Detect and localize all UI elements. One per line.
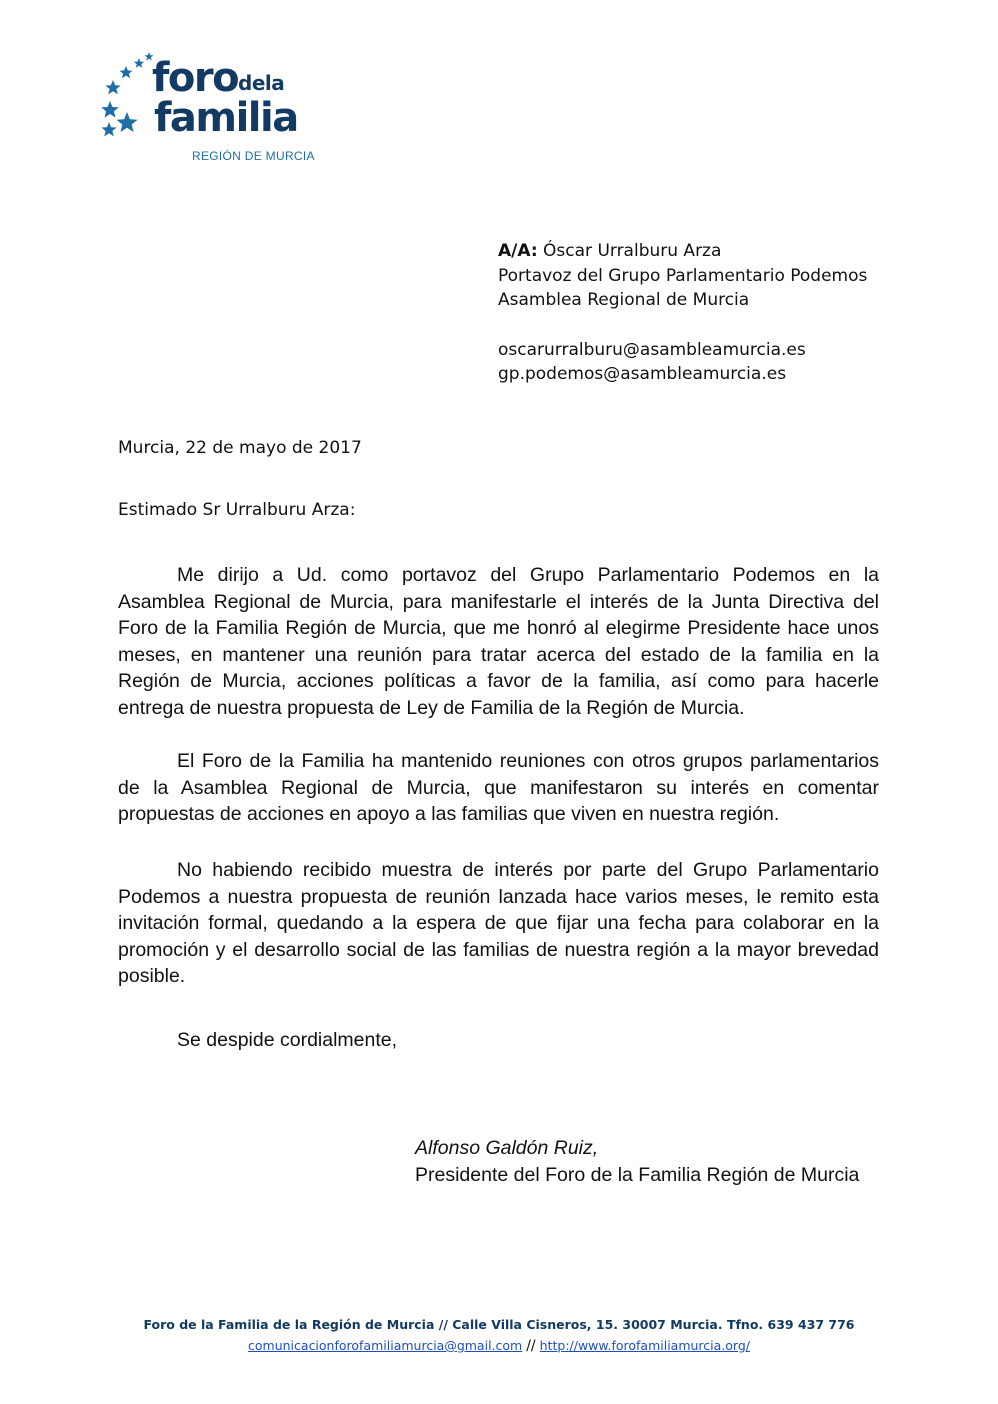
- logo-word-dela: dela: [238, 71, 285, 95]
- footer-links: [0, 1335, 998, 1357]
- recipient-prefix: A/A:: [498, 241, 538, 261]
- page-footer: [0, 1314, 998, 1357]
- signature-block: [415, 1135, 859, 1189]
- logo-word-foro: foro: [152, 55, 239, 101]
- body-paragraph-2: El Foro de la Familia ha mantenido reuniones con otros grupos parlamentarios de la Asamblea Regional de Murcia, que manifestaron su interés en comentar propuestas de acciones en apoyo a las familias que viven en nuestra región.: [118, 750, 879, 825]
- stars-icon: [98, 48, 158, 148]
- recipient-name-line: [498, 239, 867, 264]
- letter-date: Murcia, 22 de mayo de 2017: [118, 438, 362, 458]
- logo-word-familia: familia: [154, 95, 298, 141]
- footer-email-link[interactable]: comunicacionforofamiliamurcia@gmail.com: [248, 1338, 523, 1353]
- body-paragraph-3: No habiendo recibido muestra de interés por parte del Grupo Parlamentario Podemos a nuestra propuesta de reunión lanzada hace varios meses, le remito esta invitación formal, quedando a la espera de que fijar una fecha para colaborar en la promoción y el desarrollo social de las familias de nuestra región a la mayor brevedad posible.: [118, 859, 879, 987]
- recipient-block: [498, 239, 867, 387]
- recipient-email-2: gp.podemos@asambleamurcia.es: [498, 364, 787, 384]
- signature-name: Alfonso Galdón Ruiz,: [415, 1137, 599, 1159]
- footer-address: Foro de la Familia de la Región de Murcia // Calle Villa Cisneros, 15. 30007 Murcia. Tfno. 639 437 776: [143, 1317, 855, 1332]
- footer-web-link[interactable]: http://www.forofamiliamurcia.org/: [539, 1338, 750, 1353]
- recipient-email-1: oscarurralburu@asambleamurcia.es: [498, 339, 806, 360]
- recipient-name: Óscar Urralburu Arza: [537, 241, 722, 261]
- body-paragraph-1: Me dirijo a Ud. como portavoz del Grupo Parlamentario Podemos en la Asamblea Regional de Murcia, para manifestarle el interés de la Junta Directiva del Foro de la Familia Región de Murcia, que me honró al elegirme Presidente hace unos meses, en mantener una reunión para tratar acerca del estado de la familia en la Región de Murcia, acciones políticas a favor de la familia, así como para hacerle entrega de nuestra propuesta de Ley de Familia de la Región de Murcia.: [118, 564, 879, 719]
- letter-closing: Se despide cordialmente,: [177, 1029, 398, 1051]
- recipient-spacer: [498, 313, 867, 338]
- foro-familia-logo: [98, 48, 338, 168]
- footer-separator: //: [526, 1338, 536, 1354]
- logo-region: REGIÓN DE MURCIA: [192, 149, 315, 163]
- recipient-institution: Asamblea Regional de Murcia: [498, 290, 750, 310]
- letter-salutation: Estimado Sr Urralburu Arza:: [118, 500, 356, 520]
- signature-title: Presidente del Foro de la Familia Región de Murcia: [415, 1164, 860, 1186]
- recipient-role: Portavoz del Grupo Parlamentario Podemos: [498, 265, 868, 286]
